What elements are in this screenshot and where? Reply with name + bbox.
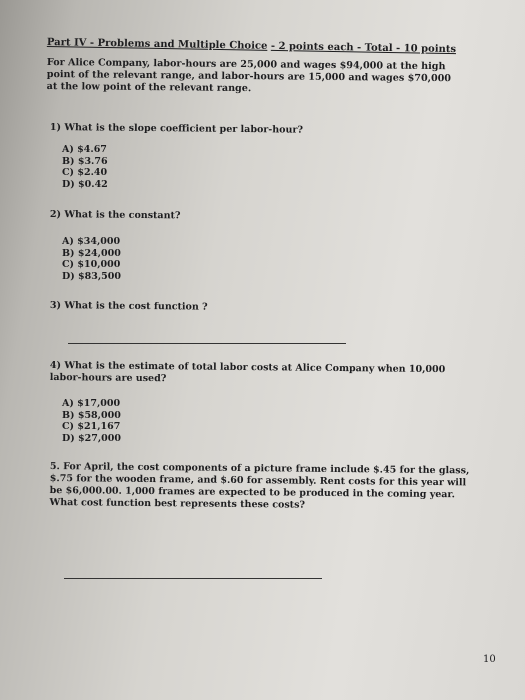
q4-option-c: C) $21,167 <box>62 421 121 432</box>
question-2: 2) What is the constant? <box>49 209 181 222</box>
question-3-answer-line <box>68 343 346 344</box>
section-header <box>47 37 456 55</box>
question-4: 4) What is the estimate of total labor costs at Alice Company when 10,000 labor-hours are used? <box>49 360 446 385</box>
q4-option-d: D) $27,000 <box>62 432 122 444</box>
question-1-options <box>62 144 108 190</box>
q2-option-b: B) $24,000 <box>62 247 121 259</box>
q2-option-c: C) $10,000 <box>62 259 121 270</box>
q1-option-b: B) $3.76 <box>62 155 108 167</box>
section-points: - 2 points each - Total - 10 points <box>270 40 457 56</box>
q4-option-b: B) $58,000 <box>62 409 121 421</box>
q4-option-a: A) $17,000 <box>62 398 121 409</box>
q1-option-d: D) $0.42 <box>62 178 108 190</box>
q1-option-a: A) $4.67 <box>62 144 107 155</box>
question-1: 1) What is the slope coefficient per labor-hour? <box>49 122 304 136</box>
problem-intro: For Alice Company, labor-hours are 25,000 and wages $94,000 at the high point of the relevant range, and labor-hours are 15,000 and wages $70,000 at the low point of the relevant range. <box>46 57 452 95</box>
page-number: 10 <box>483 654 496 665</box>
question-4-options <box>62 398 121 444</box>
q2-option-a: A) $34,000 <box>62 236 121 247</box>
question-3: 3) What is the cost function ? <box>49 300 208 313</box>
question-5: 5. For April, the cost components of a picture frame include $.45 for the glass, $.75 for the wooden frame, and $.60 for assembly. Rent costs for this year will be $6,000.00. 1,000 frames are expected to be produced in the coming year. What cost function best represents these costs? <box>49 461 470 511</box>
q1-option-c: C) $2.40 <box>62 167 108 178</box>
q2-option-d: D) $83,500 <box>62 270 122 282</box>
question-2-options <box>62 236 121 282</box>
section-title: Part IV - Problems and Multiple Choice <box>46 37 268 52</box>
question-5-answer-line <box>64 578 322 579</box>
